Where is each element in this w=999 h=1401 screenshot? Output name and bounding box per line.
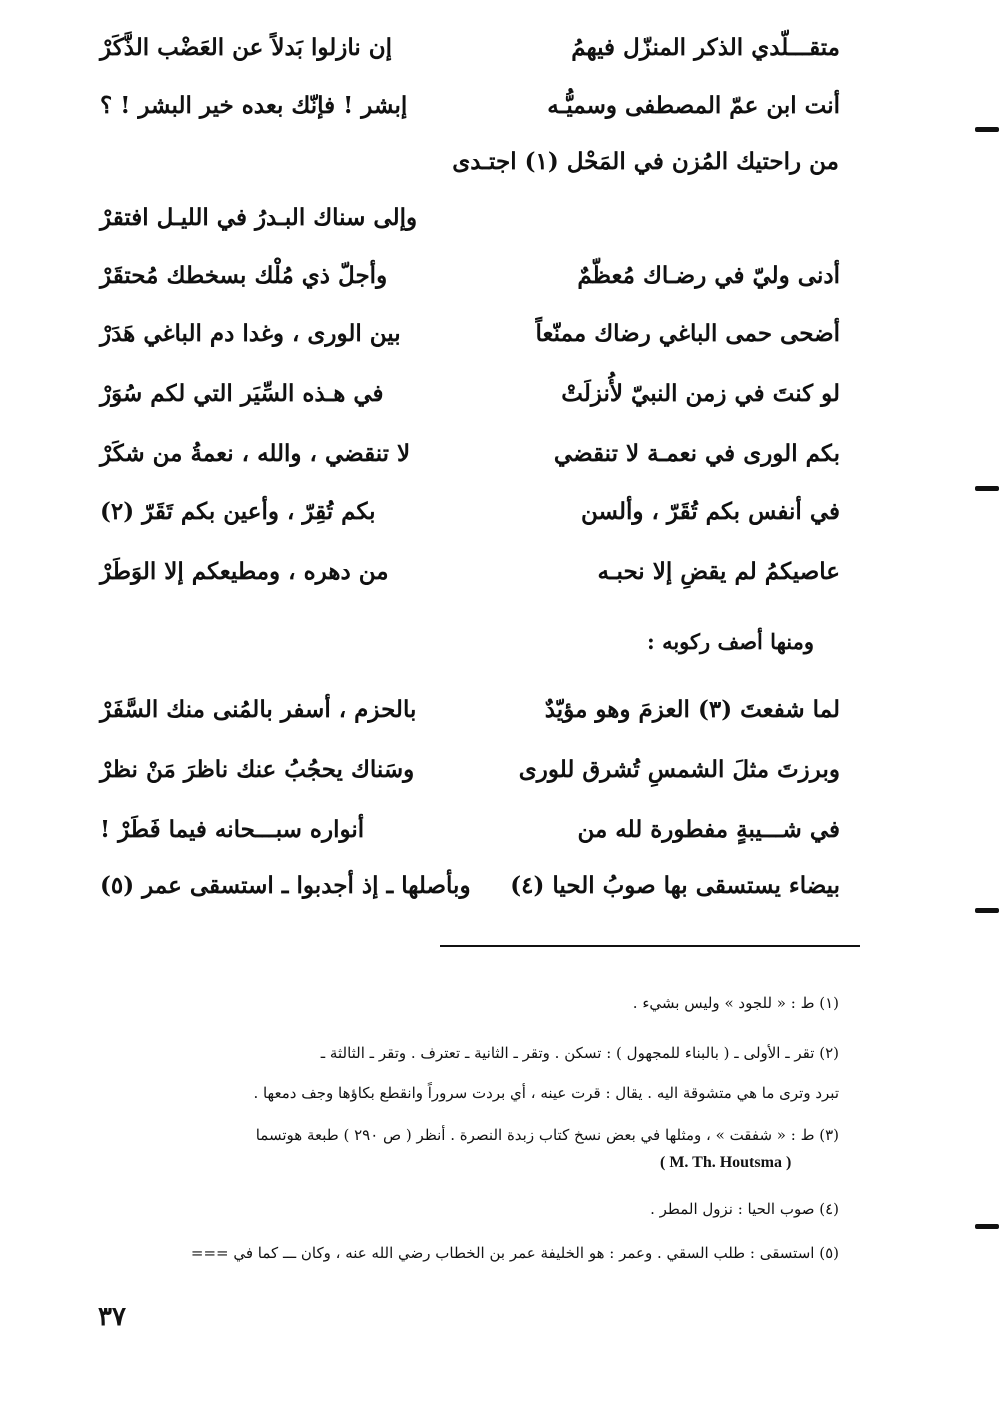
verse-single-line: من راحتيك المُزن في المَحْل (١) اجتـدى <box>452 148 839 175</box>
footnote: (٤) صوب الحيا : نزول المطر . <box>650 1200 839 1218</box>
verse-line <box>100 28 840 68</box>
verse-line <box>100 86 840 126</box>
verse-first-hemistich: بكم الورى في نعمـة لا تنقضي <box>553 440 840 467</box>
verse-first-hemistich: أضحى حمى الباغي رضاك ممنّعاً <box>535 320 840 347</box>
verse-line <box>100 810 840 850</box>
verse-first-hemistich: لو كنتَ في زمن النبيّ لأُنزلَتْ <box>561 380 840 407</box>
verse-first-hemistich: أدنى وليّ في رضـاك مُعظّمٌ <box>577 262 840 289</box>
verse-second-hemistich: لا تنقضي ، والله ، نعمةُ من شكَرْ <box>100 440 411 467</box>
footnote: (١) ط : « للجود » وليس بشيء . <box>632 994 839 1012</box>
verse-first-hemistich: أنت ابن عمّ المصطفى وسميُّـه <box>547 92 840 119</box>
verse-second-hemistich: إبشر ! فإنّك بعده خير البشر ! ؟ <box>100 92 408 119</box>
verse-line <box>100 314 840 354</box>
page-number: ٣٧ <box>98 1302 126 1332</box>
verse-line <box>100 552 840 592</box>
verse-line <box>100 492 840 532</box>
section-heading: ومنها أصف ركوبه : <box>647 629 814 654</box>
verse-line <box>100 750 840 790</box>
verse-second-hemistich: أنواره سبـــحانه فيما فَطَرْ ! <box>100 816 365 843</box>
verse-first-hemistich: متقـــلّدي الذكر المنزّل فيهمُ <box>571 34 840 61</box>
footnote: (٢) تقر ـ الأولى ـ ( بالبناء للمجهول ) : تسكن . وتقر ـ الثانية ـ تعترف . وتقر ـ الثالثة ـ <box>320 1044 839 1062</box>
footnote: (٣) ط : « شفقت » ، ومثلها في بعض نسخ كتاب زبدة النصرة . أنظر ( ص ٢٩٠ ) طبعة هوتسما <box>255 1126 839 1144</box>
verse-single-line: وإلى سناك البـدرُ في الليـل افتقرْ <box>100 204 418 231</box>
verse-line <box>100 374 840 414</box>
verse-second-hemistich: بكم تُقِرّ ، وأعين بكم تَقَرّ (٢) <box>100 498 376 525</box>
verse-second-hemistich: وسَناك يحجُبُ عنك ناظرَ مَنْ نظرْ <box>100 756 415 783</box>
scan-edge-mark <box>975 1224 999 1229</box>
verse-second-hemistich: في هـذه السِّيَر التي لكم سُوَرْ <box>100 380 384 407</box>
verse-first-hemistich: في شـــيبةٍ مفطورة لله من <box>577 816 840 843</box>
verse-first-hemistich: بيضاء يستسقى بها صوبُ الحيا (٤) <box>510 872 840 899</box>
verse-first-hemistich: وبرزتَ مثلَ الشمسِ تُشرق للورى <box>518 756 840 783</box>
verse-first-hemistich: عاصيكمُ لم يقضِ إلا نحبـه <box>597 558 840 585</box>
footnote-continuation: تبرد وترى ما هي متشوقة اليه . يقال : قرت عينه ، أي بردت سروراً وانقطع بكاؤها وجف دمعها . <box>253 1084 839 1102</box>
verse-second-hemistich: من دهره ، ومطيعكم إلا الوَطَرْ <box>100 558 389 585</box>
footnote: (٥) استسقى : طلب السقي . وعمر : هو الخليفة عمر بن الخطاب رضي الله عنه ، وكان ـــ كما في === <box>190 1244 839 1262</box>
verse-line <box>100 256 840 296</box>
verse-line <box>100 434 840 474</box>
verse-second-hemistich: إن نازلوا بَدلاً عن العَضْب الذَّكَرْ <box>100 34 393 61</box>
verse-second-hemistich: وأجلّ ذي مُلْك بسخطك مُحتقَرْ <box>100 262 388 289</box>
verse-second-hemistich: بين الورى ، وغدا دم الباغي هَدَرْ <box>100 320 401 347</box>
verse-first-hemistich: لما شفعتَ (٣) العزمَ وهو مؤيّدٌ <box>544 696 840 723</box>
verse-first-hemistich: في أنفس بكم تُقَرّ ، وألسن <box>580 498 840 525</box>
verse-line <box>100 866 840 906</box>
scan-edge-mark <box>975 908 999 913</box>
scan-edge-mark <box>975 486 999 491</box>
verse-line <box>100 690 840 730</box>
scan-edge-mark <box>975 127 999 132</box>
verse-second-hemistich: بالحزم ، أسفر بالمُنى منك السَّفَرْ <box>100 696 417 723</box>
verse-second-hemistich: وبأصلها ـ إذ أجدبوا ـ استسقى عمر (٥) <box>100 872 471 899</box>
footnote-separator <box>440 945 860 947</box>
footnote-latin-name: ( M. Th. Houtsma ) <box>660 1154 792 1171</box>
